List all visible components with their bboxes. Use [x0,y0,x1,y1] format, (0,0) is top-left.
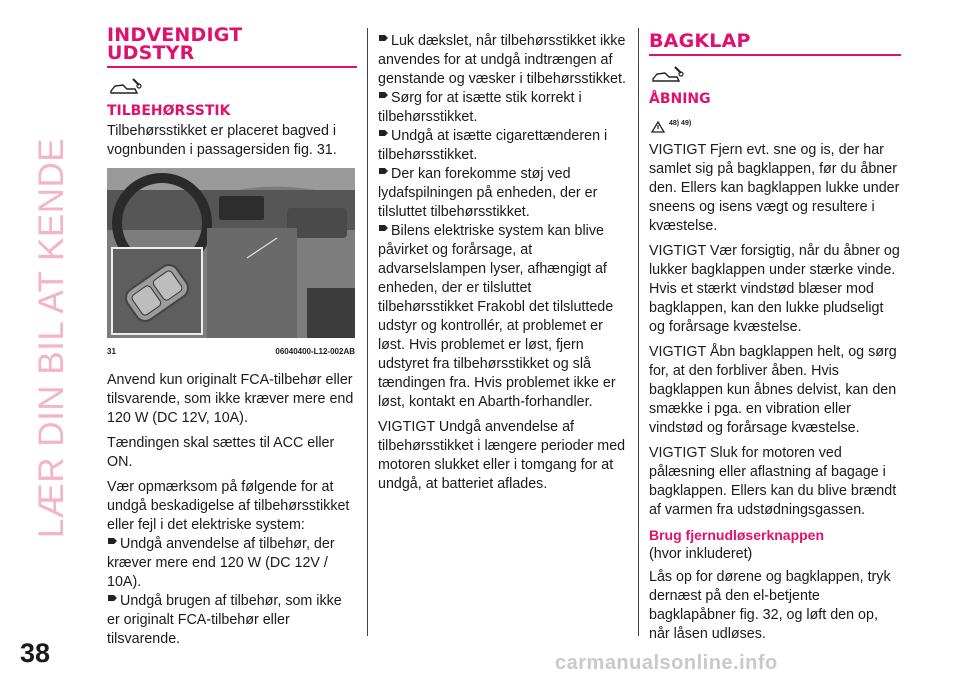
bullet-arrow-icon [378,128,389,142]
bullet-item [107,535,357,592]
paragraph: Vær opmærksom på følgende for at undgå beskadigelse af tilbehørsstikket eller fejl i det elektriske system: [107,479,350,533]
car-wrench-icon [109,76,143,96]
bullet-arrow-icon [107,593,118,607]
chapter-title [107,26,357,62]
section-title: TILBEHØRSSTIK [107,103,231,119]
bullet-item [378,89,630,127]
bullet-text: Bilens elektriske system kan blive påvirket og forårsage, at advarselslampen lyser, afhængigt af enheden, der er tilsluttet tilbehørsstikket Frakobl det tilsluttede udstyr og kontrollér, at problemet er løst. Hvis problemet er løst, fjern udstyret fra tilbehørsstikket og slå tændingen fra. Hvis problemet ikke er løst, kontakt en Abarth-forhandler. [378,223,616,410]
maintenance-icons [109,76,357,96]
bullet-arrow-icon [378,166,389,180]
bullet-arrow-icon [378,223,389,237]
column-divider [367,28,368,636]
figure-accessory-socket [107,168,355,338]
subheading: Brug fjernudløserknappen [649,527,825,543]
chapter-title: BAGKLAP [649,30,751,52]
bullet-arrow-icon [378,90,389,104]
reference-numbers: 48) 49) [669,120,692,127]
column-middle [378,32,630,500]
figure-code: 06040400-L12-002AB [275,347,355,356]
car-wrench-icon [651,64,685,84]
paragraph: Tændingen skal sættes til ACC eller ON. [107,435,335,470]
subheading-note: (hvor inkluderet) [649,546,753,562]
bullet-arrow-icon [378,33,389,47]
bullet-text: Luk dækslet, når tilbehørsstikket ikke anvendes for at undgå indtrængen af genstande og væsker i tilbehørsstikket. [378,33,626,87]
bullet-text: Der kan forekomme støj ved lydafspilningen på enheden, der er tilsluttet tilbehørsstikket. [378,166,598,220]
paragraph: VIGTIGT Åbn bagklappen helt, og sørg for, at den forbliver åben. Hvis bagklappen kun åbnes delvist, kan den smække i pga. en vibration eller vindstød og forårsage kvæstelse. [649,344,897,436]
title-underline [107,66,357,68]
title-underline [649,54,901,56]
chapter-side-tab: LÆR DIN BIL AT KENDE [32,137,71,539]
bullet-item [107,592,357,649]
figure-number: 31 [107,347,116,356]
warning-triangle-icon [651,121,665,133]
paragraph: VIGTIGT Vær forsigtig, når du åbner og lukker bagklappen under stærke vinde. Hvis et stærkt vindstød blæser mod bagklappen, kan den lukke pludseligt og forårsage kvæstelse. [649,243,900,335]
paragraph: Lås op for dørene og bagklappen, tryk dernæst på den el-betjente bagklapåbner fig. 32, og løft den op, når låsen udløses. [649,569,891,642]
bullet-text: Undgå anvendelse af tilbehør, der kræver mere end 120 W (DC 12V / 10A). [107,536,335,590]
bullet-arrow-icon [107,536,118,550]
warning-references [651,113,901,133]
dashboard-photo [107,168,355,338]
bullet-item [378,165,630,222]
bullet-text: Undgå brugen af tilbehør, som ikke er originalt FCA-tilbehør eller tilsvarende. [107,593,342,647]
paragraph: Anvend kun originalt FCA-tilbehør eller tilsvarende, som ikke kræver mere end 120 W (DC 12V, 10A). [107,372,354,426]
chapter-title-line: INDVENDIGT [107,24,243,46]
column-right [649,32,901,650]
bullet-item [378,32,630,89]
column-divider [638,28,639,636]
bullet-item [378,127,630,165]
bullet-text: Sørg for at isætte stik korrekt i tilbehørsstikket. [378,90,582,125]
page-number: 38 [20,638,51,668]
figure-caption [107,342,355,361]
paragraph: VIGTIGT Sluk for motoren ved pålæsning eller aflastning af bagage i bagklappen. Ellers kan du blive brændt af varmen fra udstødningsgassen. [649,445,897,518]
chapter-title-line: UDSTYR [107,42,195,64]
bullet-text: Undgå at isætte cigarettænderen i tilbehørsstikket. [378,128,608,163]
column-left [107,26,357,649]
bullet-item [378,222,630,412]
intro-paragraph: Tilbehørsstikket er placeret bagved i vognbunden i passagersiden fig. 31. [107,123,337,158]
section-title: ÅBNING [649,91,711,107]
watermark: carmanualsonline.info [555,652,778,674]
maintenance-icons [651,64,901,84]
paragraph: VIGTIGT Fjern evt. sne og is, der har samlet sig på bagklappen, før du åbner den. Ellers kan bagklappen lukke under sneens og isens vægt og resultere i kvæstelse. [649,142,900,234]
important-paragraph: VIGTIGT Undgå anvendelse af tilbehørsstikket i længere perioder med motoren slukket eller i tomgang for at undgå, at batteriet aflades. [378,419,626,492]
